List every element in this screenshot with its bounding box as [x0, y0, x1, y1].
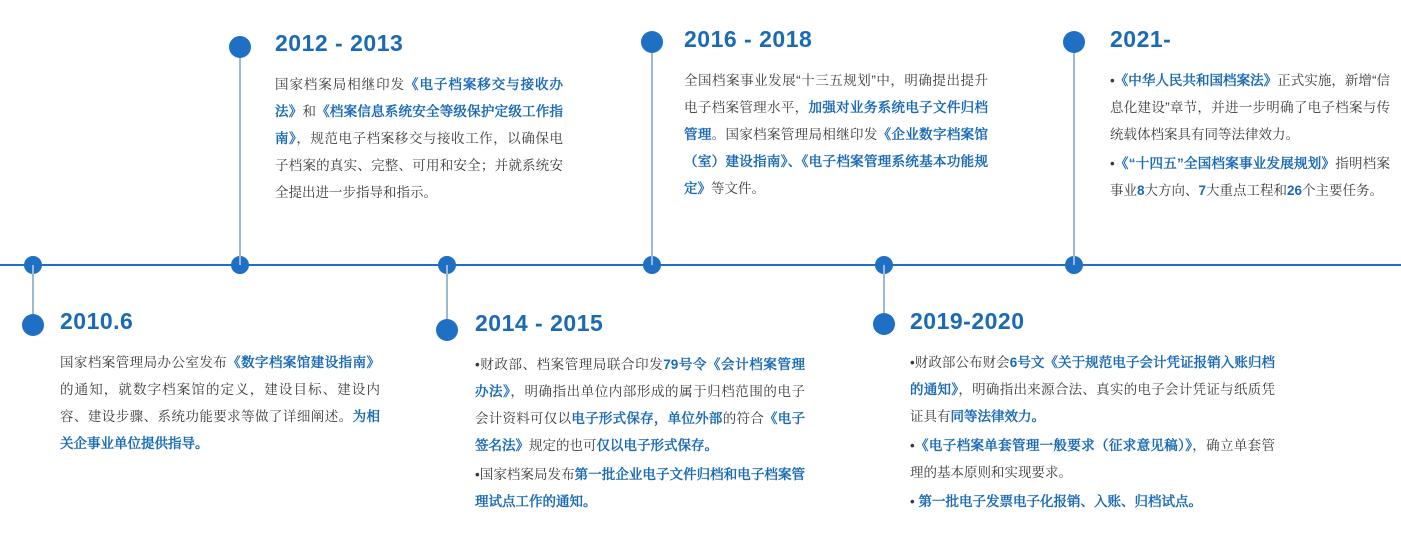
timeline-connector-2012-2013 [239, 47, 241, 265]
highlighted-text: 6 [1009, 355, 1018, 370]
highlighted-text: 《电子档案移交与接收办法》 [275, 77, 564, 119]
timeline-entry-paragraph [1110, 150, 1390, 204]
body-text: 的通知，就数字档案馆的定义，建设目标、建设内容、建设步骤、系统功能要求等做了详细阐述。 [60, 382, 380, 424]
timeline-entry-paragraph [910, 349, 1275, 430]
highlighted-text: 加强对业务系统电子文件归档管理 [684, 100, 988, 142]
body-text: • [910, 494, 919, 509]
timeline-entry-year: 2014 - 2015 [475, 310, 604, 336]
timeline-end-dot-2021 [1063, 31, 1085, 53]
highlighted-text: 号令 [678, 357, 708, 372]
timeline-entry-paragraph [684, 67, 988, 202]
highlighted-text: 79 [663, 357, 679, 372]
body-text: 。国家档案管理局相继印发 [711, 127, 878, 142]
body-text: ，明确指出单位内部形成的属于归档范围的电子会计资料可仅以 [475, 384, 806, 426]
body-text: • [1110, 73, 1115, 88]
timeline-entry-2014-2015 [475, 310, 805, 517]
timeline-entry-body [910, 349, 1275, 515]
body-text: 正式实施，新增“信息化建设”章节，并进一步明确了电子档案与传统载体档案具有同等法律效力。 [1110, 73, 1391, 142]
body-text: 大重点工程和 [1206, 183, 1288, 198]
timeline-entry-year: 2010.6 [60, 308, 134, 334]
body-text: 规定的也可 [529, 438, 597, 453]
timeline-connector-2016-2018 [651, 47, 653, 265]
highlighted-text: 第一批企业电子文件归档和电子档案管理试点工作的通知。 [475, 467, 805, 509]
timeline-entry-body [275, 71, 563, 206]
timeline-entry-paragraph [910, 488, 1275, 515]
body-text: 国家档案局相继印发 [275, 77, 406, 92]
highlighted-text: 《中华人民共和国档案法》 [1114, 73, 1278, 88]
timeline-entry-2012-2013 [275, 30, 563, 208]
body-text: 等文件。 [711, 181, 765, 196]
body-text: 指明档案事业 [1110, 156, 1391, 198]
highlighted-text: 《电子签名法》 [475, 411, 806, 453]
highlighted-text: 《数字档案馆建设指南》 [227, 355, 381, 370]
highlighted-text: 仅以电子形式保存。 [596, 438, 718, 453]
highlighted-text: 《关于规范电子会计凭证报销入账归档的通知》 [910, 355, 1276, 397]
body-text: ，规范电子档案移交与接收工作，以确保电子档案的真实、完整、可用和安全；并就系统安全提出进一步指导和指示。 [275, 131, 563, 200]
highlighted-text: 号文 [1017, 355, 1045, 370]
body-text: • [910, 438, 915, 453]
timeline-entry-year: 2019-2020 [910, 308, 1025, 334]
timeline-entry-body [60, 349, 380, 457]
timeline-entry-year: 2021- [1110, 26, 1172, 52]
body-text: 个主要任务。 [1302, 183, 1384, 198]
highlighted-text: 《企业数字档案馆（室）建设指南》、《电子档案管理系统基本功能规定》 [684, 127, 989, 196]
timeline-entry-body [684, 67, 988, 202]
timeline-entry-body [475, 351, 805, 515]
highlighted-text: 7 [1198, 183, 1207, 198]
body-text: •财政部公布财会 [910, 355, 1010, 370]
highlighted-text: 为相关企事业单位提供指导。 [60, 409, 381, 451]
timeline-entry-body [1110, 67, 1390, 204]
timeline-entry-2016-2018 [684, 26, 988, 204]
timeline-end-dot-2010-6 [22, 314, 44, 336]
timeline-entry-paragraph [910, 432, 1275, 486]
timeline-entry-paragraph [60, 349, 380, 457]
timeline-entry-2019-2020 [910, 308, 1275, 517]
highlighted-text: 同等法律效力。 [950, 409, 1045, 424]
highlighted-text: 《档案信息系统安全等级保护定级工作指南》 [275, 104, 564, 146]
body-text: 大方向、 [1144, 183, 1199, 198]
timeline-entry-2010-6 [60, 308, 380, 459]
timeline-axis [0, 264, 1401, 266]
highlighted-text: 《“十四五”全国档案事业发展规划》 [1114, 156, 1336, 171]
highlighted-text: 《会计档案管理办法》 [475, 357, 806, 399]
highlighted-text: 第一批电子发票电子化报销、入账、归档试点。 [918, 494, 1202, 509]
timeline-entry-paragraph [475, 351, 805, 459]
highlighted-text: 8 [1137, 183, 1145, 198]
body-text: 国家档案管理局办公室发布 [60, 355, 228, 370]
body-text: ，确立单套管理的基本原则和实现要求。 [910, 438, 1276, 480]
body-text: ，明确指出来源合法、真实的电子会计凭证与纸质凭证具有 [910, 382, 1276, 424]
highlighted-text: 《电子档案单套管理一般要求（征求意见稿）》 [914, 438, 1193, 453]
timeline-entry-paragraph [475, 461, 805, 515]
body-text: 和 [302, 104, 317, 119]
highlighted-text: 电子形式保存，单位外部 [571, 411, 723, 426]
timeline-entry-year: 2016 - 2018 [684, 26, 813, 52]
body-text: •国家档案局发布 [475, 467, 575, 482]
timeline-end-dot-2019-2020 [873, 313, 895, 335]
timeline-entry-paragraph [275, 71, 563, 206]
timeline-entry-year: 2012 - 2013 [275, 30, 404, 56]
highlighted-text: 26 [1287, 183, 1303, 198]
timeline-entry-paragraph [1110, 67, 1390, 148]
body-text: 全国档案事业发展“十三五规划”中，明确提出提升电子档案管理水平， [684, 73, 988, 115]
body-text: 的符合 [722, 411, 764, 426]
timeline-end-dot-2012-2013 [229, 36, 251, 58]
timeline-end-dot-2014-2015 [436, 319, 458, 341]
timeline-connector-2021 [1073, 47, 1075, 265]
timeline-end-dot-2016-2018 [641, 31, 663, 53]
body-text: •财政部、档案管理局联合印发 [475, 357, 664, 372]
body-text: • [1110, 156, 1115, 171]
timeline-entry-2021 [1110, 26, 1390, 206]
